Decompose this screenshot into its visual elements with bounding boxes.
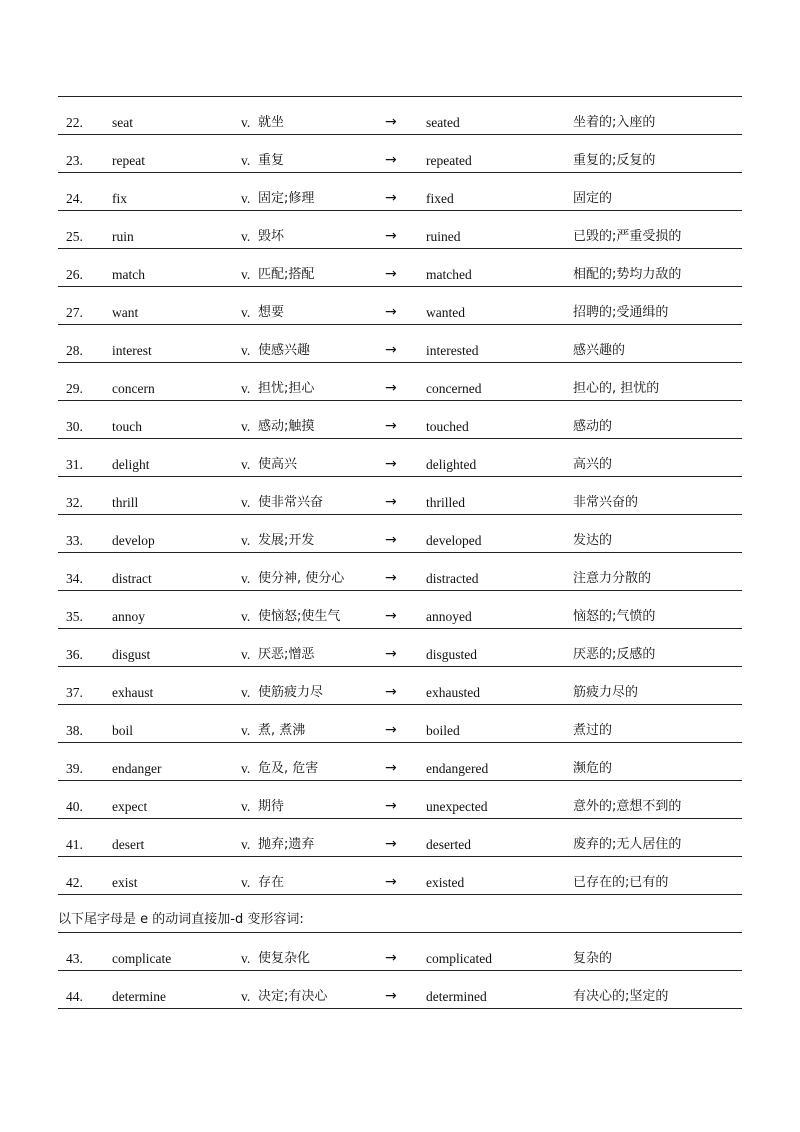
arrow-icon: → bbox=[385, 418, 397, 434]
adjective-meaning: 恼怒的;气愤的 bbox=[573, 609, 656, 624]
verb-meaning: 使筋疲力尽 bbox=[258, 685, 324, 700]
row-number: 33. bbox=[66, 533, 83, 548]
arrow-icon: → bbox=[385, 950, 397, 966]
verb-meaning: 固定;修理 bbox=[258, 191, 315, 206]
arrow-icon: → bbox=[385, 722, 397, 738]
table-row bbox=[58, 857, 742, 895]
row-number: 25. bbox=[66, 229, 83, 244]
verb-word: develop bbox=[112, 533, 155, 548]
row-number: 38. bbox=[66, 723, 83, 738]
adjective-meaning: 感兴趣的 bbox=[573, 343, 626, 358]
adjective-form: ruined bbox=[426, 229, 461, 244]
table-row bbox=[58, 249, 742, 287]
verb-word: complicate bbox=[112, 951, 172, 966]
arrow-icon: → bbox=[385, 684, 397, 700]
verb-meaning: 担忧;担心 bbox=[258, 381, 315, 396]
row-number: 44. bbox=[66, 989, 83, 1004]
adjective-meaning: 固定的 bbox=[573, 191, 613, 206]
part-of-speech: v. bbox=[241, 989, 251, 1004]
adjective-form: concerned bbox=[426, 381, 482, 396]
row-number: 36. bbox=[66, 647, 83, 662]
table-row bbox=[58, 819, 742, 857]
arrow-icon: → bbox=[385, 266, 397, 282]
verb-meaning: 毁坏 bbox=[258, 229, 285, 244]
adjective-meaning: 厌恶的;反感的 bbox=[573, 647, 656, 662]
part-of-speech: v. bbox=[241, 951, 251, 966]
part-of-speech: v. bbox=[241, 343, 251, 358]
row-number: 26. bbox=[66, 267, 83, 282]
row-number: 30. bbox=[66, 419, 83, 434]
verb-meaning: 决定;有决心 bbox=[258, 989, 328, 1004]
verb-word: concern bbox=[112, 381, 155, 396]
table-row bbox=[58, 477, 742, 515]
row-number: 37. bbox=[66, 685, 83, 700]
adjective-form: distracted bbox=[426, 571, 479, 586]
verb-meaning: 煮, 煮沸 bbox=[258, 723, 306, 738]
arrow-icon: → bbox=[385, 380, 397, 396]
adjective-meaning: 筋疲力尽的 bbox=[573, 685, 639, 700]
verb-meaning: 使恼怒;使生气 bbox=[258, 609, 341, 624]
arrow-icon: → bbox=[385, 760, 397, 776]
table-row bbox=[58, 135, 742, 173]
adjective-form: endangered bbox=[426, 761, 489, 776]
verb-meaning: 使非常兴奋 bbox=[258, 495, 324, 510]
verb-word: endanger bbox=[112, 761, 162, 776]
verb-word: exist bbox=[112, 875, 138, 890]
part-of-speech: v. bbox=[241, 381, 251, 396]
adjective-form: interested bbox=[426, 343, 479, 358]
arrow-icon: → bbox=[385, 608, 397, 624]
part-of-speech: v. bbox=[241, 419, 251, 434]
row-number: 29. bbox=[66, 381, 83, 396]
section-note: 以下尾字母是 e 的动词直接加-d 变形容词: bbox=[58, 912, 304, 927]
row-number: 40. bbox=[66, 799, 83, 814]
table-row bbox=[58, 211, 742, 249]
adjective-meaning: 注意力分散的 bbox=[573, 571, 652, 586]
verb-meaning: 存在 bbox=[258, 875, 285, 890]
arrow-icon: → bbox=[385, 836, 397, 852]
verb-meaning: 重复 bbox=[258, 153, 285, 168]
arrow-icon: → bbox=[385, 304, 397, 320]
verb-word: desert bbox=[112, 837, 145, 852]
row-number: 43. bbox=[66, 951, 83, 966]
adjective-meaning: 高兴的 bbox=[573, 457, 613, 472]
adjective-form: boiled bbox=[426, 723, 460, 738]
verb-meaning: 使分神, 使分心 bbox=[258, 571, 345, 586]
part-of-speech: v. bbox=[241, 229, 251, 244]
row-number: 34. bbox=[66, 571, 83, 586]
part-of-speech: v. bbox=[241, 267, 251, 282]
arrow-icon: → bbox=[385, 532, 397, 548]
part-of-speech: v. bbox=[241, 115, 251, 130]
verb-meaning: 抛弃;遗弃 bbox=[258, 837, 315, 852]
adjective-meaning: 重复的;反复的 bbox=[573, 153, 656, 168]
adjective-form: seated bbox=[426, 115, 460, 130]
verb-word: determine bbox=[112, 989, 166, 1004]
adjective-form: deserted bbox=[426, 837, 471, 852]
adjective-meaning: 有决心的;坚定的 bbox=[573, 989, 669, 1004]
table-row bbox=[58, 173, 742, 211]
adjective-meaning: 已毁的;严重受损的 bbox=[573, 229, 682, 244]
adjective-form: disgusted bbox=[426, 647, 478, 662]
row-number: 42. bbox=[66, 875, 83, 890]
verb-meaning: 感动;触摸 bbox=[258, 419, 315, 434]
adjective-form: determined bbox=[426, 989, 487, 1004]
table-row bbox=[58, 743, 742, 781]
row-number: 32. bbox=[66, 495, 83, 510]
arrow-icon: → bbox=[385, 190, 397, 206]
table-section-b bbox=[58, 933, 742, 1009]
table-row bbox=[58, 325, 742, 363]
verb-word: match bbox=[112, 267, 145, 282]
verb-meaning: 匹配;搭配 bbox=[258, 267, 315, 282]
table-row bbox=[58, 781, 742, 819]
verb-meaning: 就坐 bbox=[258, 115, 285, 130]
adjective-meaning: 废弃的;无人居住的 bbox=[573, 837, 682, 852]
verb-meaning: 使复杂化 bbox=[258, 951, 311, 966]
adjective-meaning: 意外的;意想不到的 bbox=[573, 799, 682, 814]
verb-meaning: 期待 bbox=[258, 799, 285, 814]
adjective-meaning: 非常兴奋的 bbox=[573, 495, 639, 510]
adjective-form: unexpected bbox=[426, 799, 488, 814]
adjective-form: matched bbox=[426, 267, 472, 282]
part-of-speech: v. bbox=[241, 647, 251, 662]
table-row bbox=[58, 439, 742, 477]
table-row bbox=[58, 97, 742, 135]
verb-word: boil bbox=[112, 723, 134, 738]
adjective-form: complicated bbox=[426, 951, 492, 966]
arrow-icon: → bbox=[385, 874, 397, 890]
table-row bbox=[58, 933, 742, 971]
adjective-meaning: 坐着的;入座的 bbox=[573, 115, 656, 130]
verb-word: seat bbox=[112, 115, 133, 130]
verb-meaning: 厌恶;憎恶 bbox=[258, 647, 315, 662]
adjective-meaning: 招聘的;受通缉的 bbox=[573, 305, 669, 320]
verb-word: ruin bbox=[112, 229, 134, 244]
table-row bbox=[58, 287, 742, 325]
arrow-icon: → bbox=[385, 798, 397, 814]
verb-word: distract bbox=[112, 571, 152, 586]
row-number: 28. bbox=[66, 343, 83, 358]
adjective-form: repeated bbox=[426, 153, 472, 168]
table-row bbox=[58, 629, 742, 667]
verb-word: fix bbox=[112, 191, 127, 206]
adjective-meaning: 感动的 bbox=[573, 419, 613, 434]
table-row bbox=[58, 591, 742, 629]
section-note-row bbox=[58, 895, 742, 933]
adjective-form: developed bbox=[426, 533, 482, 548]
verb-word: exhaust bbox=[112, 685, 154, 700]
part-of-speech: v. bbox=[241, 305, 251, 320]
verb-word: repeat bbox=[112, 153, 145, 168]
verb-word: thrill bbox=[112, 495, 139, 510]
arrow-icon: → bbox=[385, 152, 397, 168]
adjective-form: annoyed bbox=[426, 609, 472, 624]
verb-meaning: 危及, 危害 bbox=[258, 761, 319, 776]
part-of-speech: v. bbox=[241, 609, 251, 624]
part-of-speech: v. bbox=[241, 495, 251, 510]
row-number: 23. bbox=[66, 153, 83, 168]
row-number: 35. bbox=[66, 609, 83, 624]
vocabulary-table bbox=[58, 96, 742, 1009]
row-number: 27. bbox=[66, 305, 83, 320]
table-row bbox=[58, 515, 742, 553]
table-row bbox=[58, 971, 742, 1009]
adjective-meaning: 濒危的 bbox=[573, 761, 613, 776]
adjective-form: existed bbox=[426, 875, 465, 890]
row-number: 24. bbox=[66, 191, 83, 206]
adjective-form: delighted bbox=[426, 457, 477, 472]
part-of-speech: v. bbox=[241, 761, 251, 776]
verb-word: want bbox=[112, 305, 139, 320]
part-of-speech: v. bbox=[241, 837, 251, 852]
verb-word: disgust bbox=[112, 647, 151, 662]
row-number: 22. bbox=[66, 115, 83, 130]
adjective-form: thrilled bbox=[426, 495, 465, 510]
arrow-icon: → bbox=[385, 456, 397, 472]
adjective-meaning: 发达的 bbox=[573, 533, 613, 548]
arrow-icon: → bbox=[385, 494, 397, 510]
arrow-icon: → bbox=[385, 988, 397, 1004]
adjective-meaning: 相配的;势均力敌的 bbox=[573, 267, 682, 282]
part-of-speech: v. bbox=[241, 153, 251, 168]
arrow-icon: → bbox=[385, 342, 397, 358]
row-number: 41. bbox=[66, 837, 83, 852]
adjective-form: touched bbox=[426, 419, 469, 434]
adjective-form: exhausted bbox=[426, 685, 480, 700]
verb-meaning: 使高兴 bbox=[258, 457, 298, 472]
row-number: 31. bbox=[66, 457, 83, 472]
row-number: 39. bbox=[66, 761, 83, 776]
table-row bbox=[58, 705, 742, 743]
verb-word: annoy bbox=[112, 609, 145, 624]
part-of-speech: v. bbox=[241, 723, 251, 738]
table-row bbox=[58, 553, 742, 591]
verb-meaning: 想要 bbox=[258, 305, 285, 320]
adjective-form: fixed bbox=[426, 191, 454, 206]
arrow-icon: → bbox=[385, 646, 397, 662]
arrow-icon: → bbox=[385, 570, 397, 586]
table-row bbox=[58, 363, 742, 401]
table-row bbox=[58, 401, 742, 439]
arrow-icon: → bbox=[385, 228, 397, 244]
adjective-meaning: 复杂的 bbox=[573, 951, 613, 966]
table-row bbox=[58, 667, 742, 705]
adjective-meaning: 煮过的 bbox=[573, 723, 613, 738]
part-of-speech: v. bbox=[241, 571, 251, 586]
adjective-meaning: 担心的, 担忧的 bbox=[573, 381, 660, 396]
part-of-speech: v. bbox=[241, 457, 251, 472]
arrow-icon: → bbox=[385, 114, 397, 130]
verb-word: expect bbox=[112, 799, 148, 814]
table-section-a bbox=[58, 97, 742, 895]
part-of-speech: v. bbox=[241, 685, 251, 700]
adjective-meaning: 已存在的;已有的 bbox=[573, 875, 669, 890]
part-of-speech: v. bbox=[241, 875, 251, 890]
part-of-speech: v. bbox=[241, 533, 251, 548]
verb-word: touch bbox=[112, 419, 142, 434]
verb-meaning: 发展;开发 bbox=[258, 533, 315, 548]
part-of-speech: v. bbox=[241, 799, 251, 814]
part-of-speech: v. bbox=[241, 191, 251, 206]
verb-word: delight bbox=[112, 457, 150, 472]
verb-meaning: 使感兴趣 bbox=[258, 343, 311, 358]
verb-word: interest bbox=[112, 343, 152, 358]
adjective-form: wanted bbox=[426, 305, 465, 320]
